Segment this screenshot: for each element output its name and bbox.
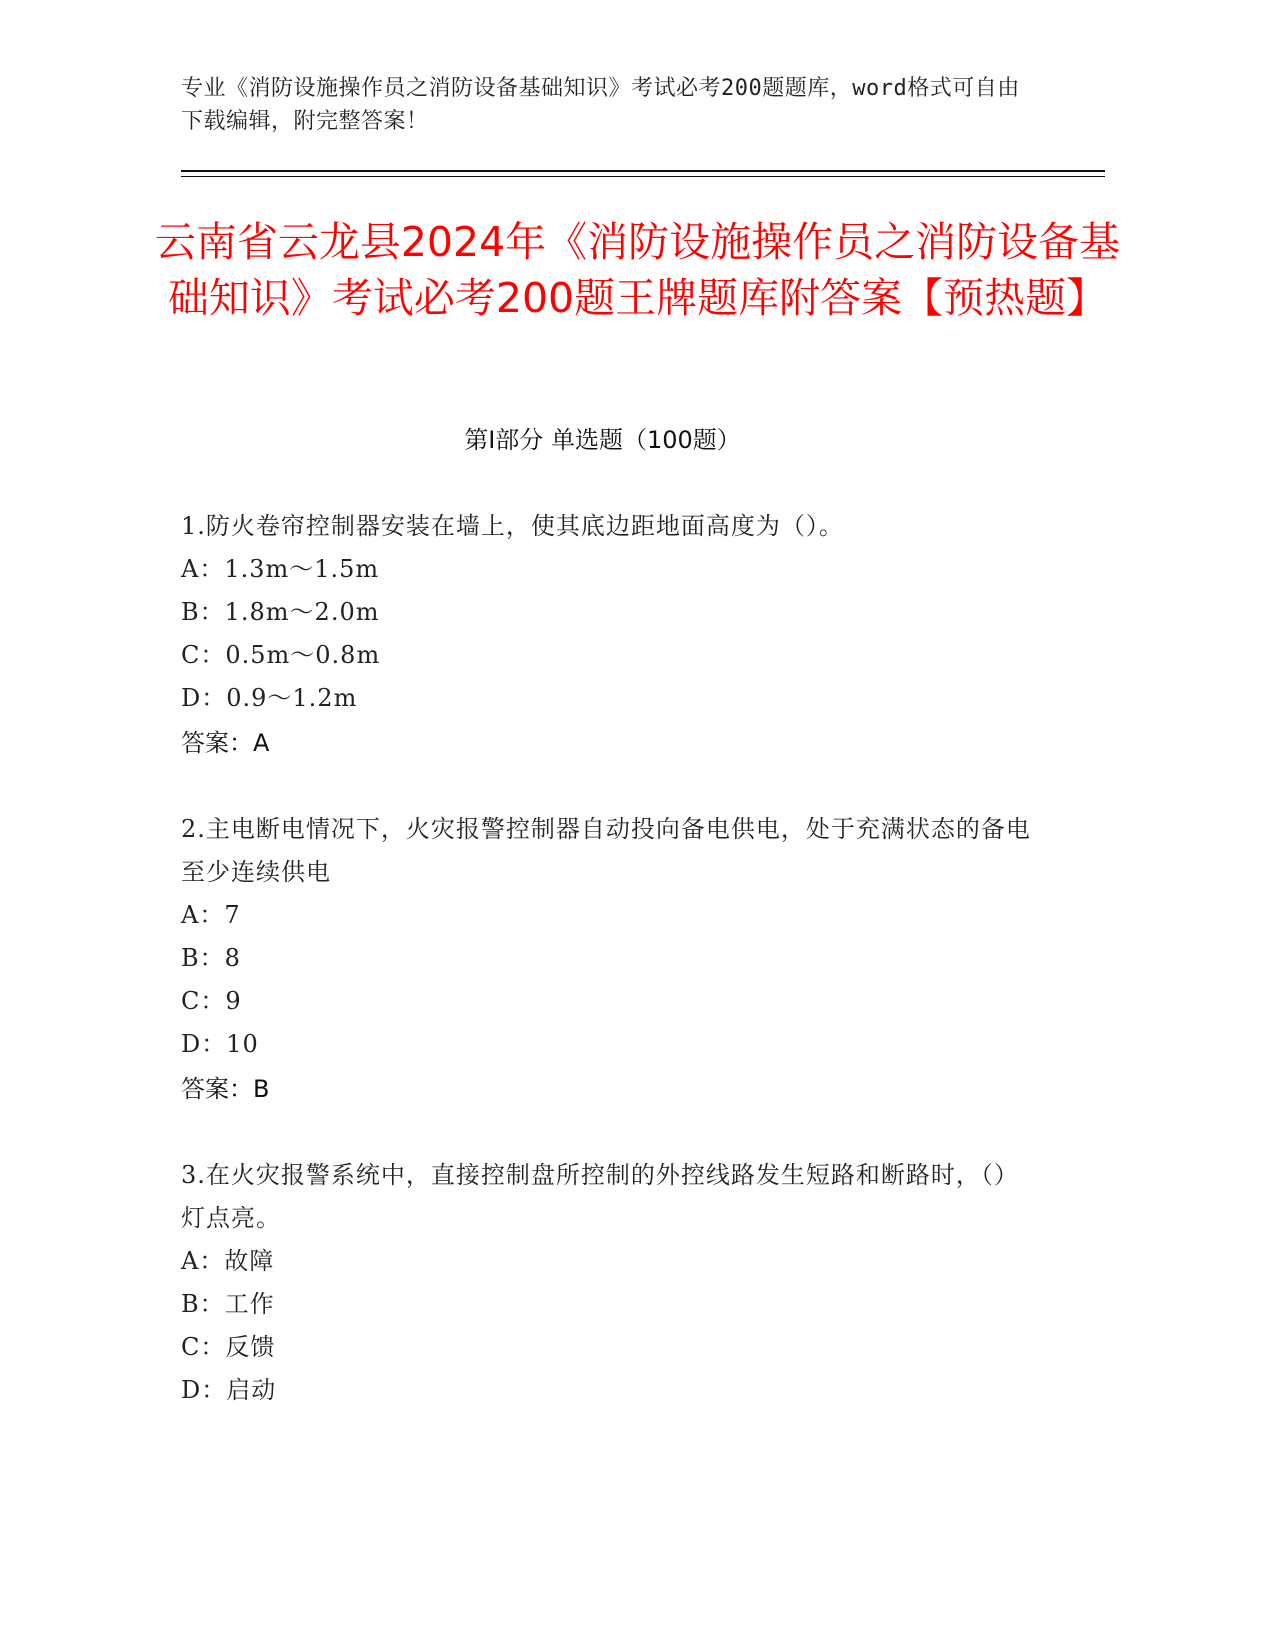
- header-divider-thin: [181, 176, 1105, 177]
- option-c: C：9: [181, 987, 242, 1015]
- question-stem: 2.主电断电情况下，火灾报警控制器自动投向备电供电，处于充满状态的备电至少连续供电: [181, 815, 1031, 886]
- option-b: B：8: [181, 944, 241, 972]
- option-a: A：故障: [181, 1247, 275, 1275]
- answer: 答案：B: [181, 1075, 270, 1103]
- option-c: C：反馈: [181, 1333, 276, 1361]
- header-note: 专业《消防设施操作员之消防设备基础知识》考试必考200题题库，word格式可自由下载编辑，附完整答案！: [181, 76, 1020, 134]
- header-divider-thick: [181, 170, 1105, 172]
- option-b: B：1.8m～2.0m: [181, 598, 380, 626]
- option-d: D：启动: [181, 1376, 277, 1404]
- question-3: [181, 1154, 1041, 1412]
- option-d: D：0.9～1.2m: [181, 684, 358, 712]
- option-a: A：7: [181, 901, 241, 929]
- option-b: B：工作: [181, 1290, 275, 1318]
- section-heading: 第I部分 单选题（100题）: [464, 426, 741, 454]
- question-stem: 3.在火灾报警系统中，直接控制盘所控制的外控线路发生短路和断路时，（）灯点亮。: [181, 1161, 1019, 1232]
- question-stem: 1.防火卷帘控制器安装在墙上，使其底边距地面高度为（）。: [181, 512, 844, 540]
- question-list: [181, 505, 1041, 1454]
- question-1: [181, 505, 1041, 766]
- document-title: 云南省云龙县2024年《消防设施操作员之消防设备基础知识》考试必考200题王牌题库附答案【预热题】: [154, 218, 1121, 322]
- option-d: D：10: [181, 1030, 259, 1058]
- question-2: [181, 808, 1041, 1112]
- option-a: A：1.3m～1.5m: [181, 555, 380, 583]
- answer: 答案：A: [181, 729, 270, 757]
- option-c: C：0.5m～0.8m: [181, 641, 381, 669]
